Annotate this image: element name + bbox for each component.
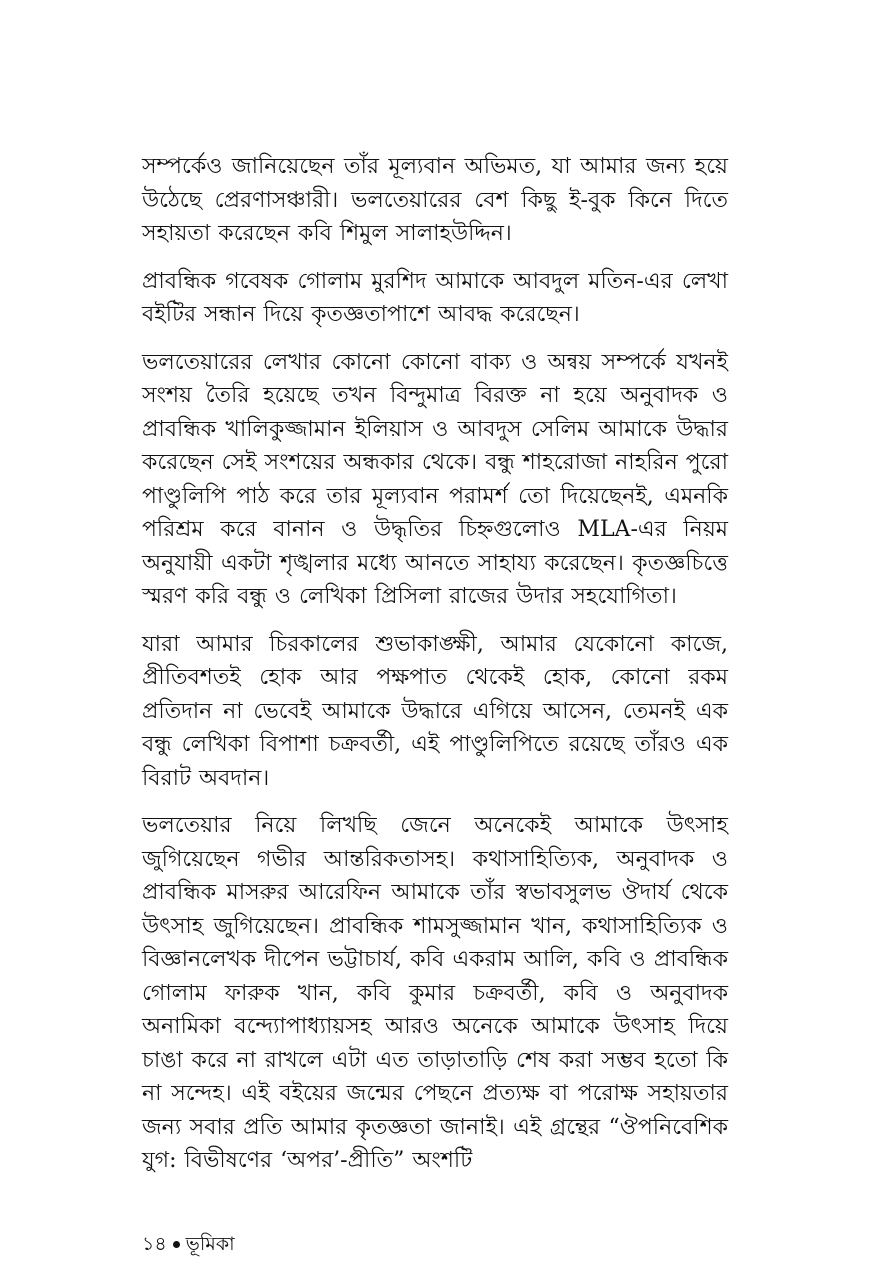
paragraph-1: সম্পর্কেও জানিয়েছেন তাঁর মূল্যবান অভিমত, যা আমার জন্য হয়ে উঠেছে প্রেরণাসঞ্চারী। ভলতেয়ারের বেশ কিছু ই-বুক কিনে দিতে সহায়তা করেছেন কবি শিমুল সালাহউদ্দিন। <box>142 154 728 246</box>
paragraph-4: যারা আমার চিরকালের শুভাকাঙ্ক্ষী, আমার যেকোনো কাজে, প্রীতিবশতই হোক আর পক্ষপাত থেকেই হোক, কোনো রকম প্রতিদান না ভেবেই আমাকে উদ্ধারে এগিয়ে আসেন, তেমনই এক বন্ধু লেখিকা বিপাশা চক্রবর্তী, এই পাণ্ডুলিপিতে রয়েছে তাঁরও এক বিরাট অবদান। <box>142 631 728 791</box>
page-footer <box>142 1232 235 1256</box>
page-body <box>142 150 728 1192</box>
paragraph-5: ভলতেয়ার নিয়ে লিখছি জেনে অনেকেই আমাকে উৎসাহ জুগিয়েছেন গভীর আন্তরিকতাসহ। কথাসাহিত্যিক, অনুবাদক ও প্রাবন্ধিক মাসরুর আরেফিন আমাকে তাঁর স্বভাবসুলভ ঔদার্য থেকে উৎসাহ জুগিয়েছেন। প্রাবন্ধিক শামসুজ্জামান খান, কথাসাহিত্যিক ও বিজ্ঞানলেখক দীপেন ভট্টাচার্য, কবি একরাম আলি, কবি ও প্রাবন্ধিক গোলাম ফারুক খান, কবি কুমার চক্রবর্তী, কবি ও অনুবাদক অনামিকা বন্দ্যোপাধ্যায়সহ আরও অনেকে আমাকে উৎসাহ দিয়ে চাঙা করে না রাখলে এটা এত তাড়াতাড়ি শেষ করা সম্ভব হতো কি না সন্দেহ। এই বইয়ের জন্মের পেছনে প্রত্যক্ষ বা পরোক্ষ সহায়তার জন্য সবার প্রতি আমার কৃতজ্ঞতা জানাই। এই গ্রন্থের “ঔপনিবেশিক যুগ: বিভীষণের ‘অপর’-প্রীতি” অংশটি <box>142 813 728 1173</box>
paragraph-3: ভলতেয়ারের লেখার কোনো কোনো বাক্য ও অন্বয় সম্পর্কে যখনই সংশয় তৈরি হয়েছে তখন বিন্দুমাত্র বিরক্ত না হয়ে অনুবাদক ও প্রাবন্ধিক খালিকুজ্জামান ইলিয়াস ও আবদুস সেলিম আমাকে উদ্ধার করেছেন সেই সংশয়ের অন্ধকার থেকে। বন্ধু শাহরোজা নাহরিন পুরো পাণ্ডুলিপি পাঠ করে তার মূল্যবান পরামর্শ তো দিয়েছেনই, এমনকি পরিশ্রম করে বানান ও উদ্ধৃতির চিহ্নগুলোও MLA-এর নিয়ম অনুযায়ী একটা শৃঙ্খলার মধ্যে আনতে সাহায্য করেছেন। কৃতজ্ঞচিত্তে স্মরণ করি বন্ধু ও লেখিকা প্রিসিলা রাজের উদার সহযোগিতা। <box>142 349 728 609</box>
paragraph-2: প্রাবন্ধিক গবেষক গোলাম মুরশিদ আমাকে আবদুল মতিন-এর লেখা বইটির সন্ধান দিয়ে কৃতজ্ঞতাপাশে আবদ্ধ করেছেন। <box>142 268 728 327</box>
section-title: ভূমিকা <box>185 1233 235 1255</box>
bullet-separator-icon <box>173 1241 180 1248</box>
page-number: ১৪ <box>142 1233 167 1255</box>
